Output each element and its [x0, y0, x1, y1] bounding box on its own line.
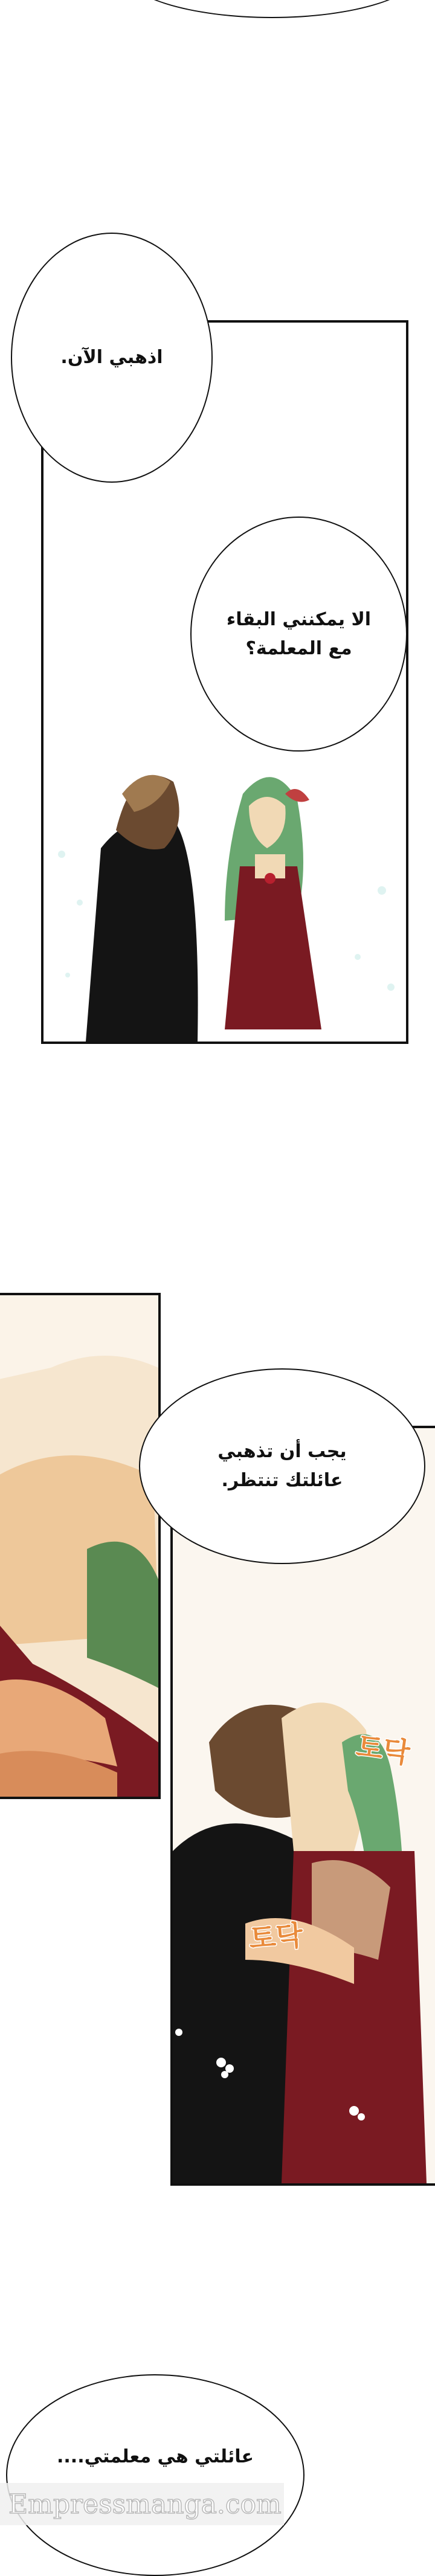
speech-text-must-go: يجب أن تذهبي عائلتك تنتظر. — [218, 1441, 347, 1491]
man-in-cloak — [86, 775, 198, 1042]
panel-2-art — [0, 1295, 158, 1797]
watermark — [0, 2483, 284, 2525]
speech-text-top — [262, 0, 282, 6]
sfx-pat-1: 토닥 — [354, 1730, 412, 1769]
speech-bubble-my-family — [6, 2374, 304, 2576]
speech-bubble-cant-stay — [190, 517, 407, 752]
panel-2 — [0, 1293, 161, 1799]
speech-bubble-top — [121, 0, 423, 18]
speech-bubble-go-now — [11, 233, 213, 483]
speech-text-go-now: اذهبي الآن. — [60, 347, 163, 368]
speech-text-my-family: عائلتي هي معلمتي.... — [57, 2446, 254, 2467]
watermark-text: Empressmanga.com — [8, 2488, 282, 2520]
girl-in-red-dress — [225, 777, 321, 1029]
sfx-pat-2: 토닥 — [248, 1918, 304, 1956]
speech-bubble-must-go — [139, 1368, 425, 1564]
speech-text-cant-stay: الا يمكنني البقاء مع المعلمة؟ — [226, 608, 372, 659]
